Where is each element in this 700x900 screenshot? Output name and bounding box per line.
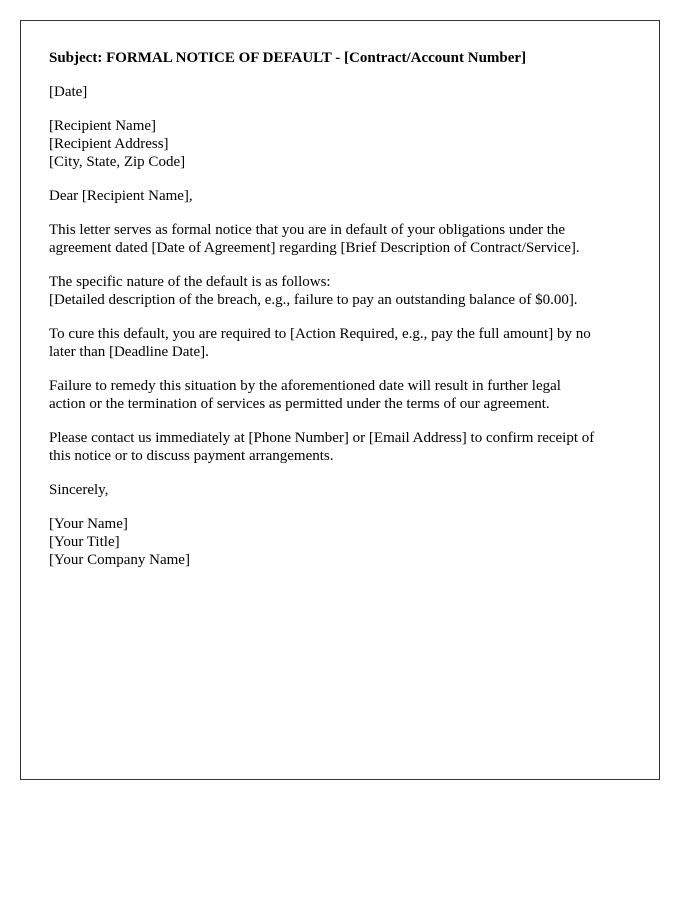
letter-date: [Date] (49, 84, 88, 100)
signature-title: [Your Title] (49, 534, 120, 550)
paragraph-consequence (49, 377, 631, 413)
recipient-address: [Recipient Address] (49, 136, 169, 152)
paragraph-line: this notice or to discuss payment arrangements. (49, 448, 334, 464)
paragraph-line: Failure to remedy this situation by the aforementioned date will result in further legal (49, 378, 561, 394)
paragraph-line: Please contact us immediately at [Phone Number] or [Email Address] to confirm receipt of (49, 430, 595, 446)
paragraph-line: To cure this default, you are required to [Action Required, e.g., pay the full amount] by no (49, 326, 591, 342)
recipient-name: [Recipient Name] (49, 118, 157, 134)
paragraph-line: agreement dated [Date of Agreement] regarding [Brief Description of Contract/Service]. (49, 240, 580, 256)
paragraph-line: The specific nature of the default is as follows: (49, 274, 331, 290)
recipient-block (49, 117, 631, 171)
signature-block (49, 515, 631, 569)
signature-company: [Your Company Name] (49, 552, 190, 568)
salutation: Dear [Recipient Name], (49, 188, 193, 204)
closing: Sincerely, (49, 482, 109, 498)
paragraph-line: [Detailed description of the breach, e.g., failure to pay an outstanding balance of $0.00]. (49, 292, 578, 308)
paragraph-line: later than [Deadline Date]. (49, 344, 209, 360)
paragraph-line: action or the termination of services as permitted under the terms of our agreement. (49, 396, 550, 412)
letter-subject: Subject: FORMAL NOTICE OF DEFAULT - [Contract/Account Number] (49, 50, 527, 66)
paragraph-notice (49, 221, 631, 257)
letter-document (20, 20, 660, 780)
signature-name: [Your Name] (49, 516, 128, 532)
paragraph-line: This letter serves as formal notice that you are in default of your obligations under the (49, 222, 566, 238)
paragraph-default-nature (49, 273, 631, 309)
paragraph-contact (49, 429, 631, 465)
paragraph-cure (49, 325, 631, 361)
recipient-city-state-zip: [City, State, Zip Code] (49, 154, 186, 170)
